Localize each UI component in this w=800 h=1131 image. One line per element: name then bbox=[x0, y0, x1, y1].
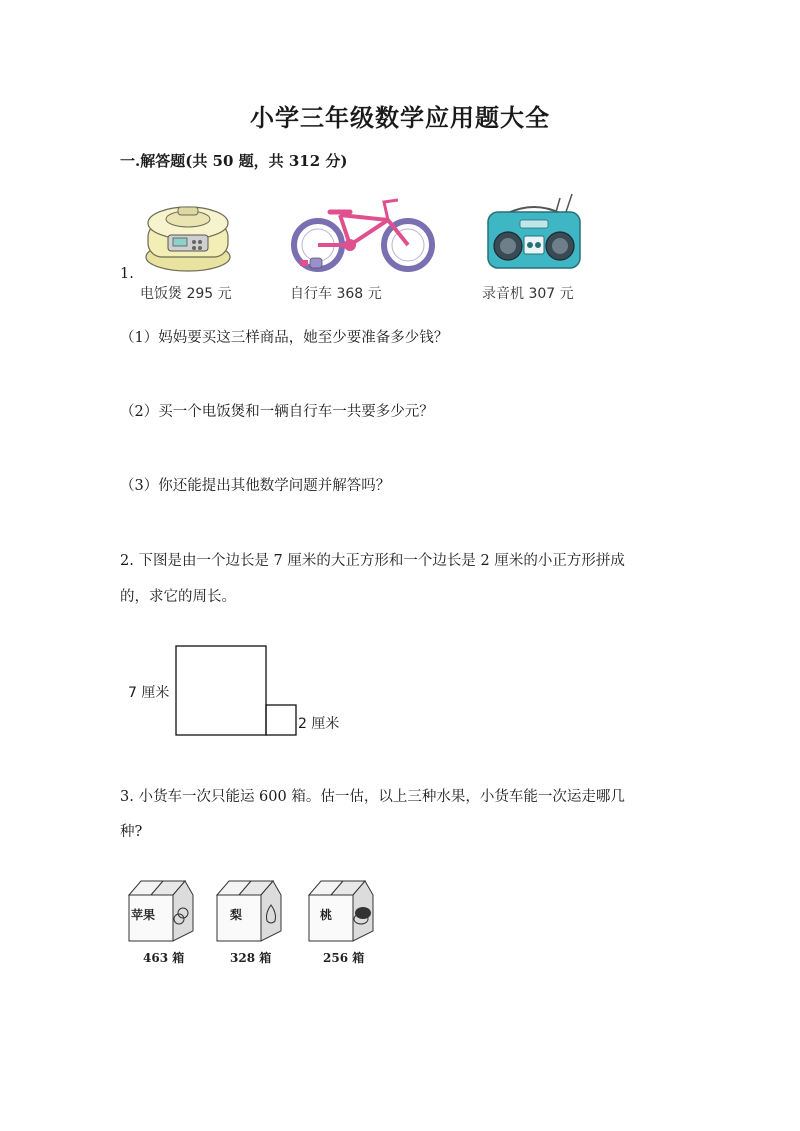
big-square bbox=[176, 646, 266, 735]
radio-recorder-price: 录音机 307 元 bbox=[482, 286, 574, 302]
big-square-side-label: 7 厘米 bbox=[128, 685, 170, 701]
fruit-box-pear bbox=[213, 873, 285, 943]
question-1-part-2: （2）买一个电饭煲和一辆自行车一共要多少元？ bbox=[120, 404, 434, 420]
fruit-label-apple: 苹果 bbox=[131, 908, 156, 922]
question-1-number: 1. bbox=[120, 266, 134, 282]
fruit-label-pear: 梨 bbox=[230, 908, 243, 922]
question-2-text-line-2: 的，求它的周长。 bbox=[120, 589, 236, 605]
bicycle-price: 自行车 368 元 bbox=[290, 286, 382, 302]
small-square-side-label: 2 厘米 bbox=[298, 716, 340, 732]
rice-cooker-icon bbox=[142, 195, 234, 275]
question-3-text-line-1: 3. 小货车一次只能运 600 箱。估一估，以上三种水果，小货车能一次运走哪几 bbox=[120, 789, 625, 805]
small-square bbox=[266, 705, 296, 735]
fruit-label-peach: 桃 bbox=[320, 908, 333, 922]
question-3-text-line-2: 种? bbox=[120, 824, 143, 840]
question-2-text-line-1: 2. 下图是由一个边长是 7 厘米的大正方形和一个边长是 2 厘米的小正方形拼成 bbox=[120, 553, 625, 569]
section-heading: 一.解答题(共 50 题，共 312 分) bbox=[120, 152, 348, 170]
fruit-box-peach bbox=[305, 873, 377, 943]
fruit-count-pear: 328 箱 bbox=[230, 951, 272, 965]
rice-cooker-price: 电饭煲 295 元 bbox=[140, 286, 232, 302]
question-1-part-3: （3）你还能提出其他数学问题并解答吗？ bbox=[120, 478, 391, 494]
bicycle-icon bbox=[288, 190, 438, 275]
squares-diagram bbox=[170, 640, 300, 742]
fruit-count-apple: 463 箱 bbox=[143, 951, 185, 965]
question-1-part-1: （1）妈妈要买这三样商品，她至少要准备多少钱？ bbox=[120, 330, 449, 346]
fruit-count-peach: 256 箱 bbox=[323, 951, 365, 965]
radio-recorder-icon bbox=[484, 192, 584, 274]
page-title: 小学三年级数学应用题大全 bbox=[250, 103, 550, 132]
